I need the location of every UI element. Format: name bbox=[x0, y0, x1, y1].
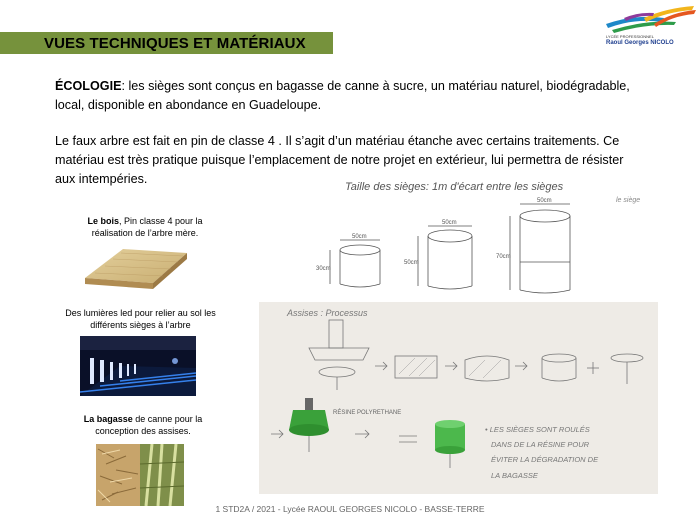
sketch-size-title: Taille des sièges: 1m d'écart entre les sièges bbox=[345, 181, 564, 193]
seat3-width: 50cm bbox=[537, 198, 552, 204]
process-sketch-title: Assises : Processus bbox=[287, 308, 368, 318]
seat-size-sketch bbox=[300, 178, 645, 300]
ecology-paragraph bbox=[55, 77, 645, 115]
wood-caption-bold: Le bois bbox=[87, 216, 119, 226]
bagasse-caption bbox=[68, 414, 218, 437]
slide-title: VUES TECHNIQUES ET MATÉRIAUX bbox=[44, 35, 306, 52]
wood-plank-image bbox=[83, 245, 188, 290]
seat3-height: 70cm bbox=[496, 254, 511, 260]
logo-line1: LYCÉE PROFESSIONNEL bbox=[606, 34, 654, 39]
wood-caption bbox=[70, 216, 220, 239]
wood-caption-text: , Pin classe 4 pour la réalisation de l’arbre mère. bbox=[91, 216, 203, 238]
bagasse-image bbox=[96, 444, 184, 506]
logo-line2: Raoul Georges NICOLO bbox=[606, 40, 674, 46]
slide-footer: 1 STD2A / 2021 - Lycée RAOUL GEORGES NICOLO - BASSE-TERRE bbox=[215, 504, 485, 514]
led-caption: Des lumières led pour relier au sol les différents sièges à l’arbre bbox=[65, 308, 216, 330]
seat1-height: 30cm bbox=[316, 266, 331, 272]
ecology-label: ÉCOLOGIE bbox=[55, 79, 122, 93]
bagasse-caption-text: de canne pour la conception des assises. bbox=[95, 414, 203, 436]
process-note-line2: DANS DE LA RÉSINE POUR bbox=[491, 440, 590, 449]
seat2-height: 50cm bbox=[404, 260, 419, 266]
led-lights-image bbox=[80, 336, 196, 396]
sketch-size-annot: le siège bbox=[616, 197, 641, 204]
process-note-line3: ÉVITER LA DÉGRADATION DE bbox=[491, 455, 599, 464]
ecology-text: : les sièges sont conçus en bagasse de canne à sucre, un matériau naturel, biodégradable, local, disponible en abondance en Guadeloupe. bbox=[55, 79, 630, 112]
seat-process-sketch bbox=[259, 302, 658, 494]
title-bar bbox=[0, 32, 333, 54]
logo-swoosh-icon bbox=[604, 4, 698, 34]
school-logo bbox=[604, 4, 698, 52]
bagasse-caption-bold: La bagasse bbox=[83, 414, 133, 424]
seat2-width: 50cm bbox=[442, 220, 457, 226]
resin-label: RÉSINE POLYRETHANE bbox=[333, 410, 402, 416]
pine-paragraph: Le faux arbre est fait en pin de classe 4 . Il s’agit d’un matériau étanche avec certains traitements. Ce matériau est très pratique puisque l’emplacement de notre projet en extérieur, lui permettra de résister aux intempéries. bbox=[55, 134, 624, 186]
process-note-line1: • LES SIÈGES SONT ROULÉS bbox=[485, 425, 590, 434]
seat1-width: 50cm bbox=[352, 234, 367, 240]
process-note-line4: LA BAGASSE bbox=[491, 471, 538, 480]
